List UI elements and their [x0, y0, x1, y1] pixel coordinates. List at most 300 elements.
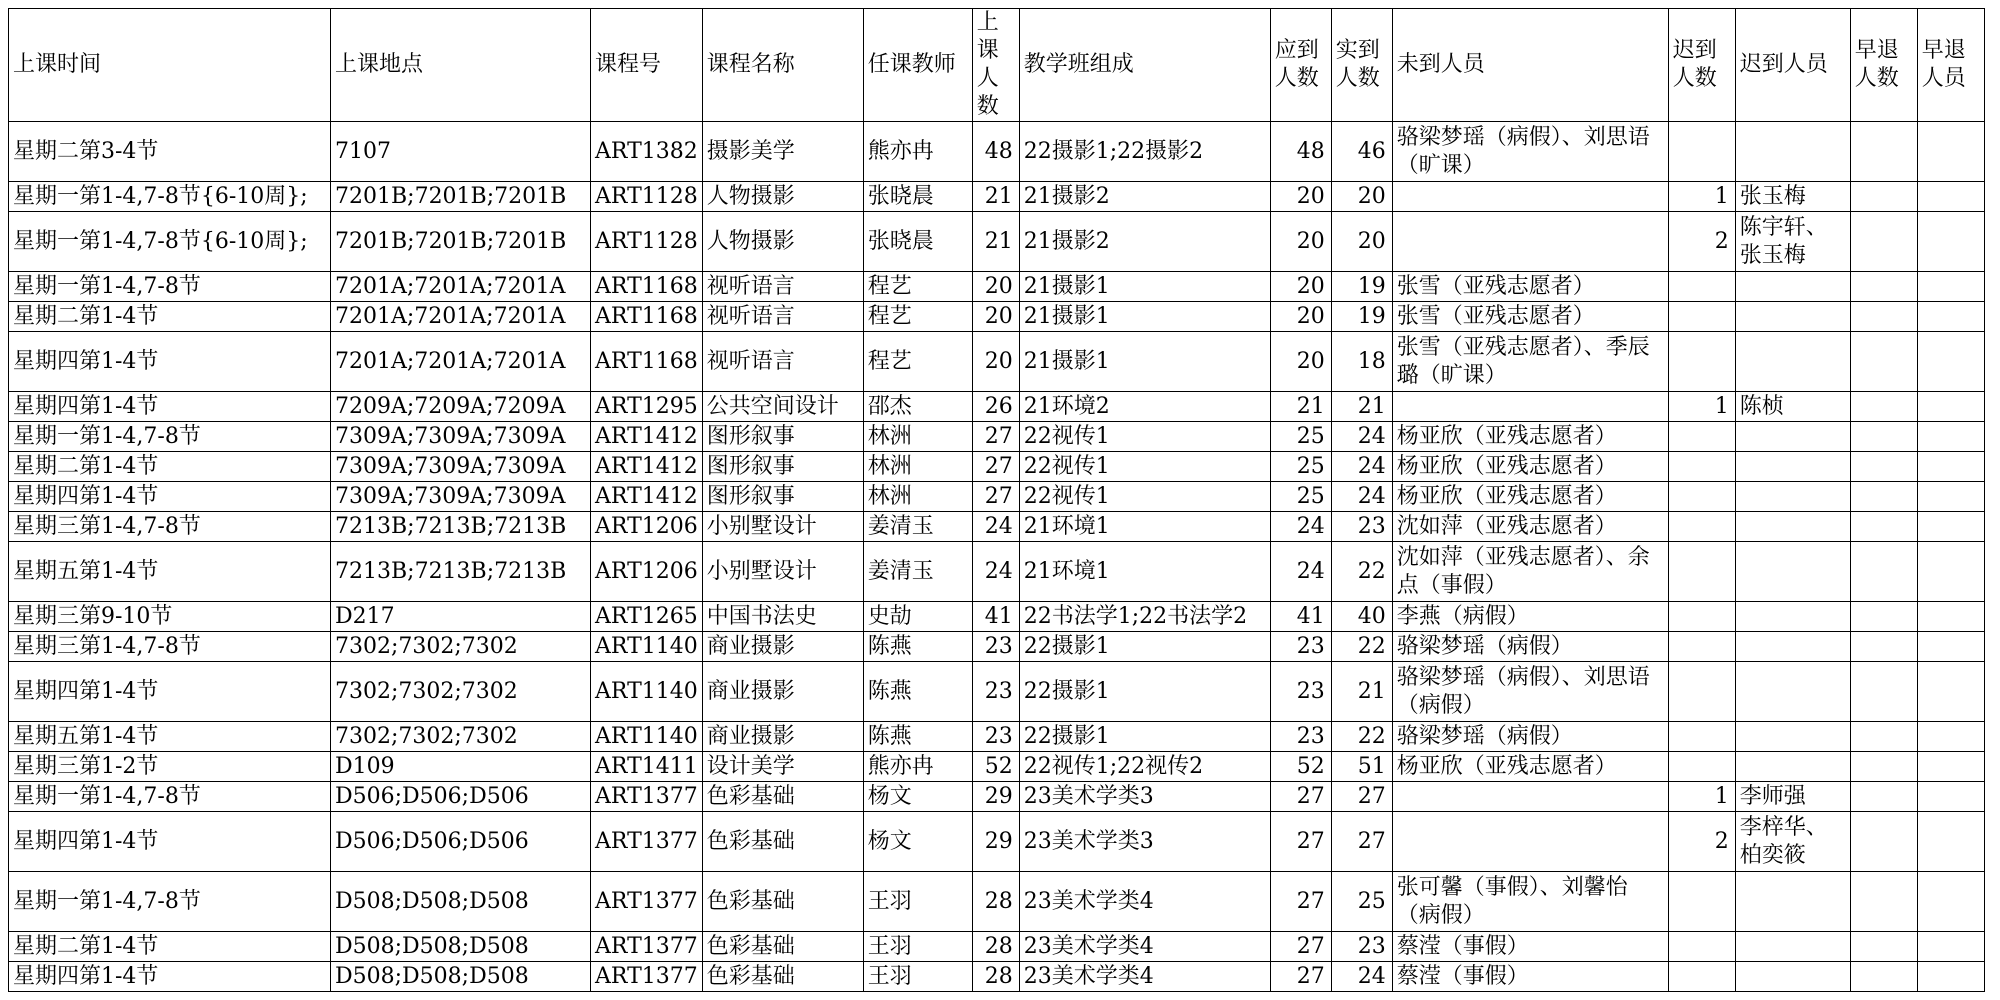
- cell-teacher: 熊亦冉: [863, 752, 972, 782]
- cell-expected: 52: [1270, 752, 1331, 782]
- cell-class-size: 48: [972, 122, 1019, 182]
- cell-course-name: 图形叙事: [702, 482, 863, 512]
- cell-teacher: 林洲: [863, 422, 972, 452]
- cell-location: D508;D508;D508: [331, 962, 591, 992]
- cell-late-count: [1668, 662, 1735, 722]
- cell-course-id: ART1168: [591, 332, 703, 392]
- cell-expected: 24: [1270, 512, 1331, 542]
- cell-teacher: 王羽: [863, 932, 972, 962]
- cell-class-size: 41: [972, 602, 1019, 632]
- cell-time: 星期三第1-4,7-8节: [9, 512, 331, 542]
- cell-teacher: 张晓晨: [863, 212, 972, 272]
- cell-time: 星期二第3-4节: [9, 122, 331, 182]
- cell-present: 23: [1331, 512, 1392, 542]
- cell-absentees: 张雪（亚残志愿者）、季辰璐（旷课）: [1392, 332, 1668, 392]
- cell-present: 24: [1331, 962, 1392, 992]
- cell-early-leave-people: [1917, 392, 1984, 422]
- cell-class-size: 21: [972, 212, 1019, 272]
- cell-absentees: 张雪（亚残志愿者）: [1392, 272, 1668, 302]
- cell-present: 27: [1331, 812, 1392, 872]
- cell-absentees: 杨亚欣（亚残志愿者）: [1392, 422, 1668, 452]
- cell-early-leave-count: [1850, 122, 1917, 182]
- cell-absentees: 沈如萍（亚残志愿者）、余点（事假）: [1392, 542, 1668, 602]
- header-present: 实到人数: [1331, 9, 1392, 122]
- cell-early-leave-count: [1850, 932, 1917, 962]
- cell-location: 7201B;7201B;7201B: [331, 212, 591, 272]
- cell-course-id: ART1412: [591, 452, 703, 482]
- cell-late-count: [1668, 452, 1735, 482]
- cell-location: 7213B;7213B;7213B: [331, 512, 591, 542]
- cell-early-leave-count: [1850, 632, 1917, 662]
- cell-expected: 27: [1270, 782, 1331, 812]
- cell-late-people: 陈桢: [1735, 392, 1850, 422]
- table-row: [9, 932, 1985, 962]
- cell-early-leave-people: [1917, 632, 1984, 662]
- cell-location: 7107: [331, 122, 591, 182]
- cell-present: 22: [1331, 632, 1392, 662]
- cell-class-size: 24: [972, 542, 1019, 602]
- cell-course-name: 视听语言: [702, 272, 863, 302]
- cell-location: 7309A;7309A;7309A: [331, 422, 591, 452]
- cell-early-leave-count: [1850, 722, 1917, 752]
- cell-present: 40: [1331, 602, 1392, 632]
- table-row: [9, 452, 1985, 482]
- cell-late-people: [1735, 722, 1850, 752]
- cell-time: 星期三第9-10节: [9, 602, 331, 632]
- table-row: [9, 752, 1985, 782]
- cell-present: 22: [1331, 722, 1392, 752]
- cell-late-people: [1735, 872, 1850, 932]
- table-row: [9, 302, 1985, 332]
- cell-course-id: ART1412: [591, 482, 703, 512]
- cell-time: 星期五第1-4节: [9, 542, 331, 602]
- cell-teacher: 林洲: [863, 482, 972, 512]
- cell-course-name: 公共空间设计: [702, 392, 863, 422]
- cell-time: 星期五第1-4节: [9, 722, 331, 752]
- cell-time: 星期一第1-4,7-8节: [9, 782, 331, 812]
- cell-present: 22: [1331, 542, 1392, 602]
- cell-location: D508;D508;D508: [331, 932, 591, 962]
- cell-class-composition: 22视传1: [1019, 422, 1270, 452]
- cell-absentees: 李燕（病假）: [1392, 602, 1668, 632]
- cell-time: 星期四第1-4节: [9, 482, 331, 512]
- cell-time: 星期二第1-4节: [9, 302, 331, 332]
- header-class-composition: 教学班组成: [1019, 9, 1270, 122]
- cell-expected: 27: [1270, 812, 1331, 872]
- cell-early-leave-people: [1917, 752, 1984, 782]
- cell-location: 7209A;7209A;7209A: [331, 392, 591, 422]
- cell-early-leave-people: [1917, 962, 1984, 992]
- cell-early-leave-people: [1917, 122, 1984, 182]
- table-row: [9, 332, 1985, 392]
- cell-late-count: [1668, 722, 1735, 752]
- table-row: [9, 512, 1985, 542]
- attendance-table: [8, 8, 1985, 992]
- cell-early-leave-people: [1917, 512, 1984, 542]
- cell-expected: 20: [1270, 182, 1331, 212]
- cell-time: 星期四第1-4节: [9, 962, 331, 992]
- cell-present: 24: [1331, 482, 1392, 512]
- cell-present: 25: [1331, 872, 1392, 932]
- cell-location: 7201A;7201A;7201A: [331, 302, 591, 332]
- cell-late-people: [1735, 752, 1850, 782]
- cell-early-leave-people: [1917, 812, 1984, 872]
- cell-absentees: 骆梁梦瑶（病假）: [1392, 722, 1668, 752]
- cell-time: 星期一第1-4,7-8节{6-10周};: [9, 212, 331, 272]
- cell-late-people: [1735, 422, 1850, 452]
- cell-absentees: 杨亚欣（亚残志愿者）: [1392, 452, 1668, 482]
- cell-time: 星期二第1-4节: [9, 452, 331, 482]
- cell-late-count: 1: [1668, 392, 1735, 422]
- cell-course-name: 商业摄影: [702, 662, 863, 722]
- cell-present: 21: [1331, 392, 1392, 422]
- cell-present: 20: [1331, 212, 1392, 272]
- cell-present: 51: [1331, 752, 1392, 782]
- cell-class-composition: 21摄影1: [1019, 272, 1270, 302]
- cell-early-leave-count: [1850, 452, 1917, 482]
- cell-class-composition: 21摄影1: [1019, 332, 1270, 392]
- cell-teacher: 王羽: [863, 872, 972, 932]
- cell-expected: 21: [1270, 392, 1331, 422]
- cell-class-size: 20: [972, 302, 1019, 332]
- cell-expected: 48: [1270, 122, 1331, 182]
- cell-location: 7201A;7201A;7201A: [331, 332, 591, 392]
- cell-course-id: ART1140: [591, 722, 703, 752]
- cell-class-composition: 21摄影2: [1019, 182, 1270, 212]
- cell-present: 20: [1331, 182, 1392, 212]
- cell-class-composition: 22书法学1;22书法学2: [1019, 602, 1270, 632]
- cell-class-composition: 23美术学类4: [1019, 932, 1270, 962]
- cell-late-people: 李梓华、柏奕筱: [1735, 812, 1850, 872]
- cell-early-leave-people: [1917, 452, 1984, 482]
- cell-expected: 41: [1270, 602, 1331, 632]
- table-row: [9, 602, 1985, 632]
- cell-early-leave-people: [1917, 542, 1984, 602]
- cell-teacher: 林洲: [863, 452, 972, 482]
- cell-present: 27: [1331, 782, 1392, 812]
- cell-teacher: 程艺: [863, 302, 972, 332]
- cell-course-id: ART1411: [591, 752, 703, 782]
- cell-early-leave-people: [1917, 482, 1984, 512]
- cell-early-leave-count: [1850, 962, 1917, 992]
- cell-early-leave-count: [1850, 482, 1917, 512]
- cell-late-people: 李师强: [1735, 782, 1850, 812]
- cell-course-id: ART1412: [591, 422, 703, 452]
- table-row: [9, 812, 1985, 872]
- cell-class-composition: 21环境2: [1019, 392, 1270, 422]
- cell-late-count: [1668, 272, 1735, 302]
- cell-course-name: 小别墅设计: [702, 512, 863, 542]
- cell-class-size: 26: [972, 392, 1019, 422]
- cell-late-people: [1735, 332, 1850, 392]
- cell-late-people: [1735, 962, 1850, 992]
- cell-late-people: [1735, 272, 1850, 302]
- table-row: [9, 212, 1985, 272]
- cell-class-composition: 21环境1: [1019, 542, 1270, 602]
- cell-early-leave-count: [1850, 782, 1917, 812]
- cell-late-count: [1668, 332, 1735, 392]
- cell-location: D217: [331, 602, 591, 632]
- header-late-count: 迟到人数: [1668, 9, 1735, 122]
- cell-early-leave-count: [1850, 422, 1917, 452]
- cell-class-size: 27: [972, 422, 1019, 452]
- cell-expected: 23: [1270, 722, 1331, 752]
- cell-course-name: 设计美学: [702, 752, 863, 782]
- header-location: 上课地点: [331, 9, 591, 122]
- cell-class-size: 21: [972, 182, 1019, 212]
- cell-present: 19: [1331, 272, 1392, 302]
- cell-expected: 25: [1270, 422, 1331, 452]
- cell-late-people: [1735, 482, 1850, 512]
- cell-teacher: 杨文: [863, 782, 972, 812]
- cell-course-id: ART1377: [591, 782, 703, 812]
- cell-early-leave-count: [1850, 602, 1917, 632]
- cell-class-size: 23: [972, 662, 1019, 722]
- header-row: [9, 9, 1985, 122]
- cell-expected: 27: [1270, 932, 1331, 962]
- cell-late-people: [1735, 632, 1850, 662]
- cell-time: 星期四第1-4节: [9, 332, 331, 392]
- cell-teacher: 程艺: [863, 272, 972, 302]
- cell-late-people: [1735, 512, 1850, 542]
- cell-absentees: 沈如萍（亚残志愿者）: [1392, 512, 1668, 542]
- cell-class-size: 29: [972, 812, 1019, 872]
- cell-expected: 25: [1270, 452, 1331, 482]
- cell-teacher: 王羽: [863, 962, 972, 992]
- cell-expected: 20: [1270, 332, 1331, 392]
- cell-course-id: ART1140: [591, 632, 703, 662]
- cell-class-composition: 22视传1: [1019, 482, 1270, 512]
- table-row: [9, 392, 1985, 422]
- cell-class-size: 20: [972, 332, 1019, 392]
- cell-expected: 24: [1270, 542, 1331, 602]
- cell-class-composition: 22摄影1: [1019, 662, 1270, 722]
- cell-course-id: ART1206: [591, 512, 703, 542]
- cell-early-leave-people: [1917, 302, 1984, 332]
- cell-absentees: 张可馨（事假）、刘馨怡（病假）: [1392, 872, 1668, 932]
- cell-course-name: 商业摄影: [702, 722, 863, 752]
- cell-present: 21: [1331, 662, 1392, 722]
- cell-absentees: [1392, 392, 1668, 422]
- cell-early-leave-count: [1850, 542, 1917, 602]
- cell-absentees: 骆梁梦瑶（病假）、刘思语（旷课）: [1392, 122, 1668, 182]
- cell-course-name: 图形叙事: [702, 452, 863, 482]
- table-row: [9, 632, 1985, 662]
- table-row: [9, 122, 1985, 182]
- cell-location: D506;D506;D506: [331, 782, 591, 812]
- cell-present: 23: [1331, 932, 1392, 962]
- cell-course-name: 色彩基础: [702, 812, 863, 872]
- cell-early-leave-count: [1850, 872, 1917, 932]
- header-early-leave-people: 早退人员: [1917, 9, 1984, 122]
- cell-class-composition: 23美术学类4: [1019, 962, 1270, 992]
- cell-course-name: 色彩基础: [702, 872, 863, 932]
- cell-expected: 27: [1270, 962, 1331, 992]
- cell-late-count: [1668, 872, 1735, 932]
- cell-expected: 20: [1270, 302, 1331, 332]
- table-row: [9, 782, 1985, 812]
- cell-present: 24: [1331, 422, 1392, 452]
- cell-expected: 25: [1270, 482, 1331, 512]
- header-early-leave-count: 早退人数: [1850, 9, 1917, 122]
- cell-early-leave-count: [1850, 212, 1917, 272]
- cell-late-count: [1668, 752, 1735, 782]
- cell-location: 7302;7302;7302: [331, 722, 591, 752]
- cell-teacher: 邵杰: [863, 392, 972, 422]
- table-row: [9, 872, 1985, 932]
- cell-late-count: [1668, 542, 1735, 602]
- cell-early-leave-people: [1917, 182, 1984, 212]
- cell-course-name: 图形叙事: [702, 422, 863, 452]
- cell-teacher: 陈燕: [863, 662, 972, 722]
- cell-late-people: [1735, 122, 1850, 182]
- cell-teacher: 程艺: [863, 332, 972, 392]
- cell-course-id: ART1206: [591, 542, 703, 602]
- cell-early-leave-people: [1917, 272, 1984, 302]
- cell-time: 星期三第1-2节: [9, 752, 331, 782]
- cell-location: D508;D508;D508: [331, 872, 591, 932]
- cell-expected: 20: [1270, 272, 1331, 302]
- cell-location: D109: [331, 752, 591, 782]
- cell-absentees: 蔡滢（事假）: [1392, 932, 1668, 962]
- cell-late-count: [1668, 512, 1735, 542]
- cell-early-leave-count: [1850, 272, 1917, 302]
- cell-class-composition: 23美术学类4: [1019, 872, 1270, 932]
- cell-absentees: [1392, 212, 1668, 272]
- cell-location: 7201A;7201A;7201A: [331, 272, 591, 302]
- cell-course-id: ART1128: [591, 212, 703, 272]
- cell-early-leave-people: [1917, 722, 1984, 752]
- cell-course-name: 色彩基础: [702, 782, 863, 812]
- cell-location: 7302;7302;7302: [331, 662, 591, 722]
- cell-late-count: 2: [1668, 212, 1735, 272]
- cell-class-size: 27: [972, 452, 1019, 482]
- cell-late-count: [1668, 962, 1735, 992]
- table-row: [9, 542, 1985, 602]
- cell-time: 星期四第1-4节: [9, 812, 331, 872]
- header-class-size: 上课人数: [972, 9, 1019, 122]
- cell-course-id: ART1382: [591, 122, 703, 182]
- cell-class-size: 29: [972, 782, 1019, 812]
- cell-course-id: ART1377: [591, 932, 703, 962]
- cell-class-composition: 22视传1: [1019, 452, 1270, 482]
- cell-teacher: 张晓晨: [863, 182, 972, 212]
- header-late-people: 迟到人员: [1735, 9, 1850, 122]
- cell-class-composition: 21环境1: [1019, 512, 1270, 542]
- cell-early-leave-people: [1917, 212, 1984, 272]
- cell-teacher: 熊亦冉: [863, 122, 972, 182]
- cell-class-size: 23: [972, 632, 1019, 662]
- cell-early-leave-people: [1917, 332, 1984, 392]
- cell-location: 7309A;7309A;7309A: [331, 452, 591, 482]
- cell-present: 19: [1331, 302, 1392, 332]
- table-row: [9, 272, 1985, 302]
- cell-course-id: ART1168: [591, 272, 703, 302]
- cell-course-name: 人物摄影: [702, 182, 863, 212]
- cell-time: 星期四第1-4节: [9, 392, 331, 422]
- cell-present: 18: [1331, 332, 1392, 392]
- cell-class-size: 20: [972, 272, 1019, 302]
- cell-course-id: ART1265: [591, 602, 703, 632]
- header-expected: 应到人数: [1270, 9, 1331, 122]
- cell-course-name: 摄影美学: [702, 122, 863, 182]
- cell-expected: 27: [1270, 872, 1331, 932]
- cell-late-count: [1668, 632, 1735, 662]
- cell-course-id: ART1140: [591, 662, 703, 722]
- cell-early-leave-people: [1917, 602, 1984, 632]
- cell-location: D506;D506;D506: [331, 812, 591, 872]
- cell-course-name: 商业摄影: [702, 632, 863, 662]
- cell-early-leave-count: [1850, 302, 1917, 332]
- cell-late-count: [1668, 602, 1735, 632]
- cell-late-people: [1735, 662, 1850, 722]
- cell-absentees: [1392, 782, 1668, 812]
- cell-absentees: [1392, 182, 1668, 212]
- cell-location: 7213B;7213B;7213B: [331, 542, 591, 602]
- cell-early-leave-people: [1917, 662, 1984, 722]
- cell-early-leave-people: [1917, 782, 1984, 812]
- cell-late-people: 张玉梅: [1735, 182, 1850, 212]
- table-row: [9, 962, 1985, 992]
- cell-class-size: 24: [972, 512, 1019, 542]
- header-time: 上课时间: [9, 9, 331, 122]
- cell-early-leave-count: [1850, 332, 1917, 392]
- cell-class-composition: 23美术学类3: [1019, 782, 1270, 812]
- cell-absentees: 杨亚欣（亚残志愿者）: [1392, 482, 1668, 512]
- cell-class-size: 28: [972, 962, 1019, 992]
- cell-teacher: 杨文: [863, 812, 972, 872]
- cell-class-composition: 21摄影1: [1019, 302, 1270, 332]
- cell-late-people: [1735, 932, 1850, 962]
- cell-expected: 20: [1270, 212, 1331, 272]
- cell-course-name: 色彩基础: [702, 932, 863, 962]
- cell-early-leave-count: [1850, 182, 1917, 212]
- cell-class-size: 27: [972, 482, 1019, 512]
- cell-course-id: ART1377: [591, 962, 703, 992]
- cell-teacher: 陈燕: [863, 632, 972, 662]
- cell-class-size: 23: [972, 722, 1019, 752]
- cell-early-leave-people: [1917, 422, 1984, 452]
- cell-class-size: 52: [972, 752, 1019, 782]
- cell-class-composition: 22视传1;22视传2: [1019, 752, 1270, 782]
- cell-class-composition: 23美术学类3: [1019, 812, 1270, 872]
- cell-course-name: 小别墅设计: [702, 542, 863, 602]
- cell-expected: 23: [1270, 662, 1331, 722]
- cell-early-leave-people: [1917, 872, 1984, 932]
- cell-late-count: [1668, 482, 1735, 512]
- cell-absentees: 杨亚欣（亚残志愿者）: [1392, 752, 1668, 782]
- cell-course-id: ART1128: [591, 182, 703, 212]
- cell-early-leave-count: [1850, 752, 1917, 782]
- cell-teacher: 陈燕: [863, 722, 972, 752]
- cell-absentees: 骆梁梦瑶（病假）、刘思语（病假）: [1392, 662, 1668, 722]
- cell-teacher: 姜清玉: [863, 542, 972, 602]
- cell-teacher: 姜清玉: [863, 512, 972, 542]
- cell-early-leave-count: [1850, 392, 1917, 422]
- cell-late-people: 陈宇轩、张玉梅: [1735, 212, 1850, 272]
- table-row: [9, 482, 1985, 512]
- cell-time: 星期一第1-4,7-8节: [9, 272, 331, 302]
- header-absentees: 未到人员: [1392, 9, 1668, 122]
- cell-late-people: [1735, 602, 1850, 632]
- cell-course-name: 视听语言: [702, 302, 863, 332]
- cell-absentees: 骆梁梦瑶（病假）: [1392, 632, 1668, 662]
- cell-location: 7201B;7201B;7201B: [331, 182, 591, 212]
- cell-late-count: 2: [1668, 812, 1735, 872]
- cell-time: 星期三第1-4,7-8节: [9, 632, 331, 662]
- header-course-name: 课程名称: [702, 9, 863, 122]
- cell-time: 星期四第1-4节: [9, 662, 331, 722]
